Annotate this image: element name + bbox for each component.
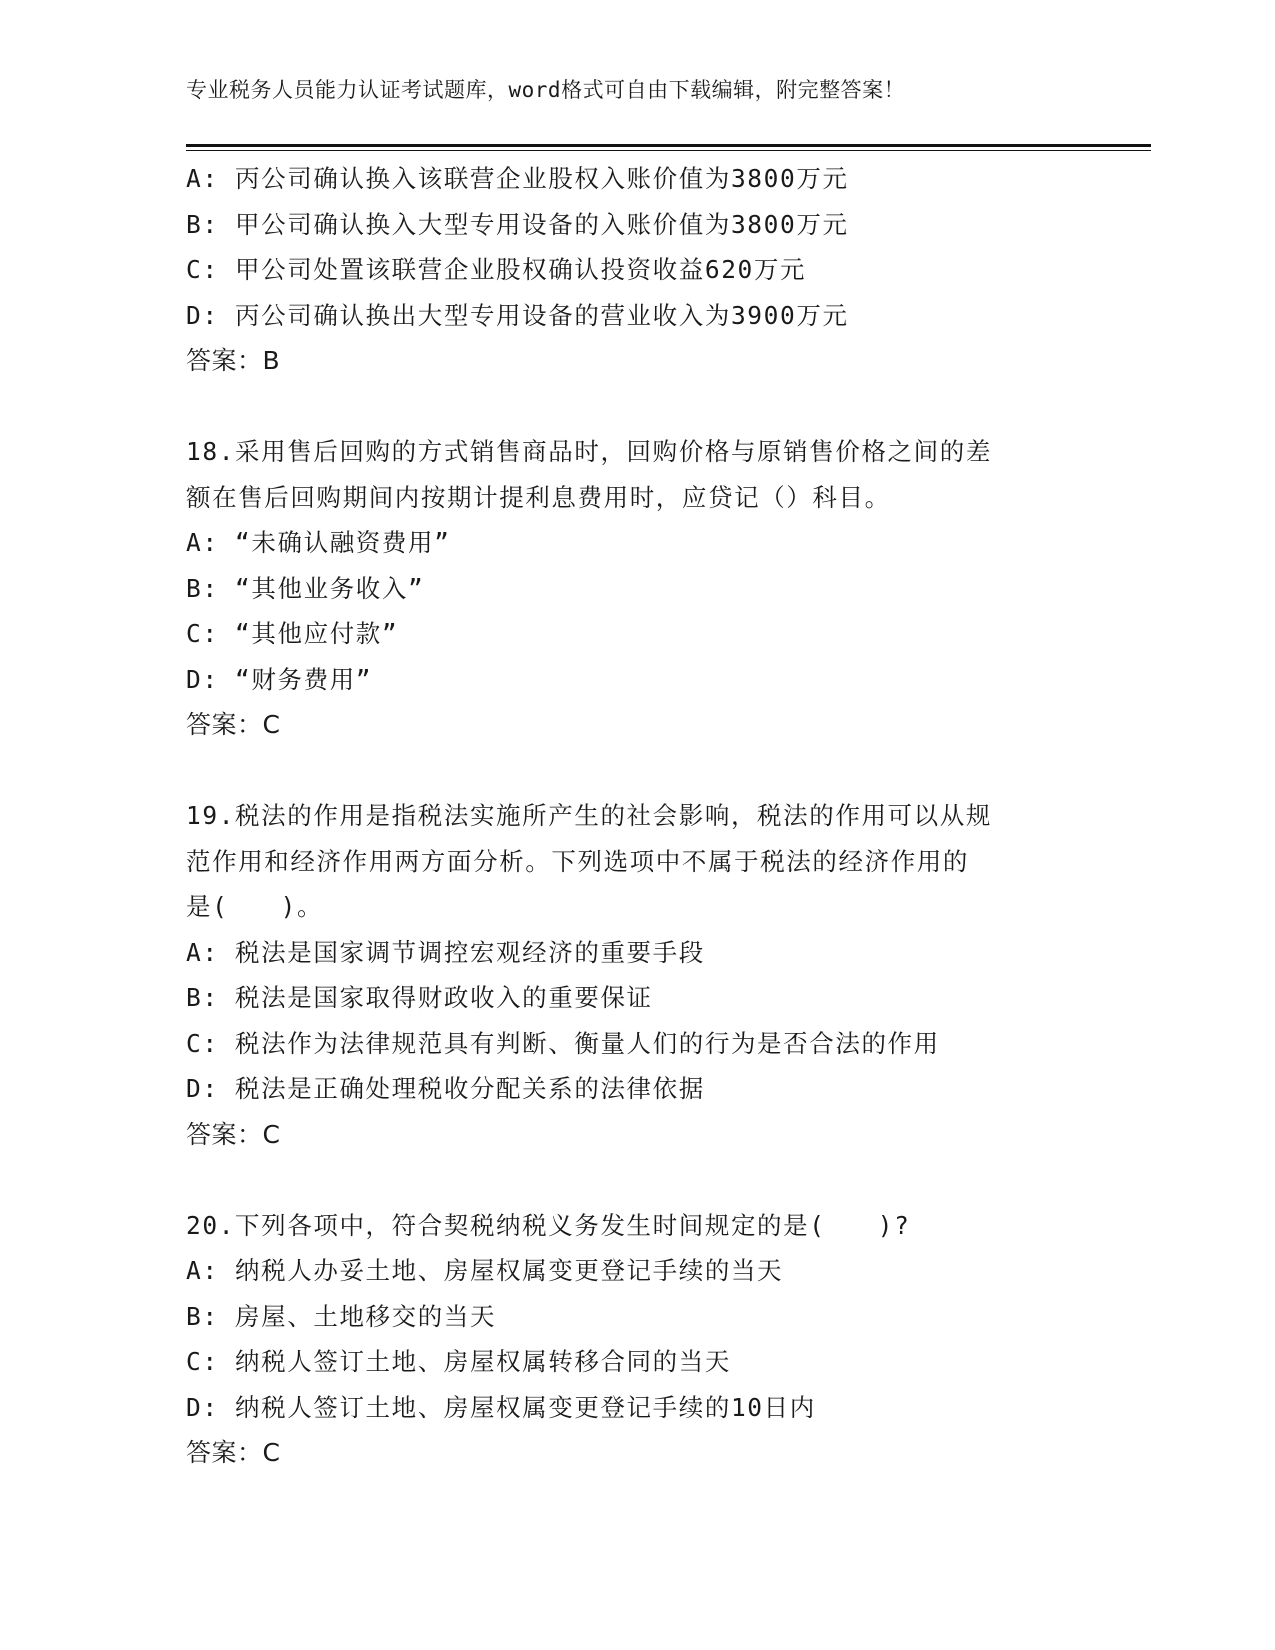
question-stem-line: 19.税法的作用是指税法实施所产生的社会影响，税法的作用可以从规	[186, 801, 992, 830]
option-d: D: 纳税人签订土地、房屋权属变更登记手续的10日内	[186, 1392, 816, 1422]
question-17	[186, 156, 1146, 384]
answer-line: 答案：B	[186, 346, 281, 375]
question-18	[186, 429, 1146, 748]
question-stem-line: 是( )。	[186, 892, 324, 921]
option-c: C: 纳税人签订土地、房屋权属转移合同的当天	[186, 1347, 731, 1376]
option-b: B: 甲公司确认换入大型专用设备的入账价值为3800万元	[186, 209, 849, 239]
option-c: C: 甲公司处置该联营企业股权确认投资收益620万元	[186, 255, 807, 284]
option-a: A: “未确认融资费用”	[186, 528, 451, 557]
option-d: D: “财务费用”	[186, 664, 373, 694]
answer-line: 答案：C	[186, 710, 281, 739]
option-b: B: 房屋、土地移交的当天	[186, 1301, 497, 1331]
option-a: A: 税法是国家调节调控宏观经济的重要手段	[186, 937, 705, 967]
option-d: D: 丙公司确认换出大型专用设备的营业收入为3900万元	[186, 300, 849, 330]
option-b: B: 税法是国家取得财政收入的重要保证	[186, 983, 653, 1012]
question-stem-line: 范作用和经济作用两方面分析。下列选项中不属于税法的经济作用的	[186, 846, 969, 876]
header-rule-thick	[186, 144, 1151, 147]
question-stem-line: 额在售后回购期间内按期计提利息费用时，应贷记（）科目。	[186, 482, 891, 512]
option-b: B: “其他业务收入”	[186, 573, 425, 603]
option-a: A: 纳税人办妥土地、房屋权属变更登记手续的当天	[186, 1256, 784, 1285]
header-rule-thin	[186, 150, 1151, 151]
question-content	[186, 156, 1146, 1476]
answer-line: 答案：C	[186, 1119, 281, 1149]
answer-line: 答案：C	[186, 1438, 281, 1467]
question-stem-line: 18.采用售后回购的方式销售商品时，回购价格与原销售价格之间的差	[186, 437, 992, 466]
question-19	[186, 793, 1146, 1157]
spacer	[186, 1157, 1146, 1203]
spacer	[186, 748, 1146, 794]
question-20	[186, 1203, 1146, 1476]
spacer	[186, 384, 1146, 430]
question-stem-line: 20.下列各项中，符合契税纳税义务发生时间规定的是( )?	[186, 1210, 911, 1240]
option-a: A: 丙公司确认换入该联营企业股权入账价值为3800万元	[186, 164, 849, 193]
option-c: C: 税法作为法律规范具有判断、衡量人们的行为是否合法的作用	[186, 1028, 940, 1058]
page-header-text: 专业税务人员能力认证考试题库，word格式可自由下载编辑，附完整答案！	[186, 78, 906, 102]
option-d: D: 税法是正确处理税收分配关系的法律依据	[186, 1074, 705, 1103]
option-c: C: “其他应付款”	[186, 619, 399, 648]
